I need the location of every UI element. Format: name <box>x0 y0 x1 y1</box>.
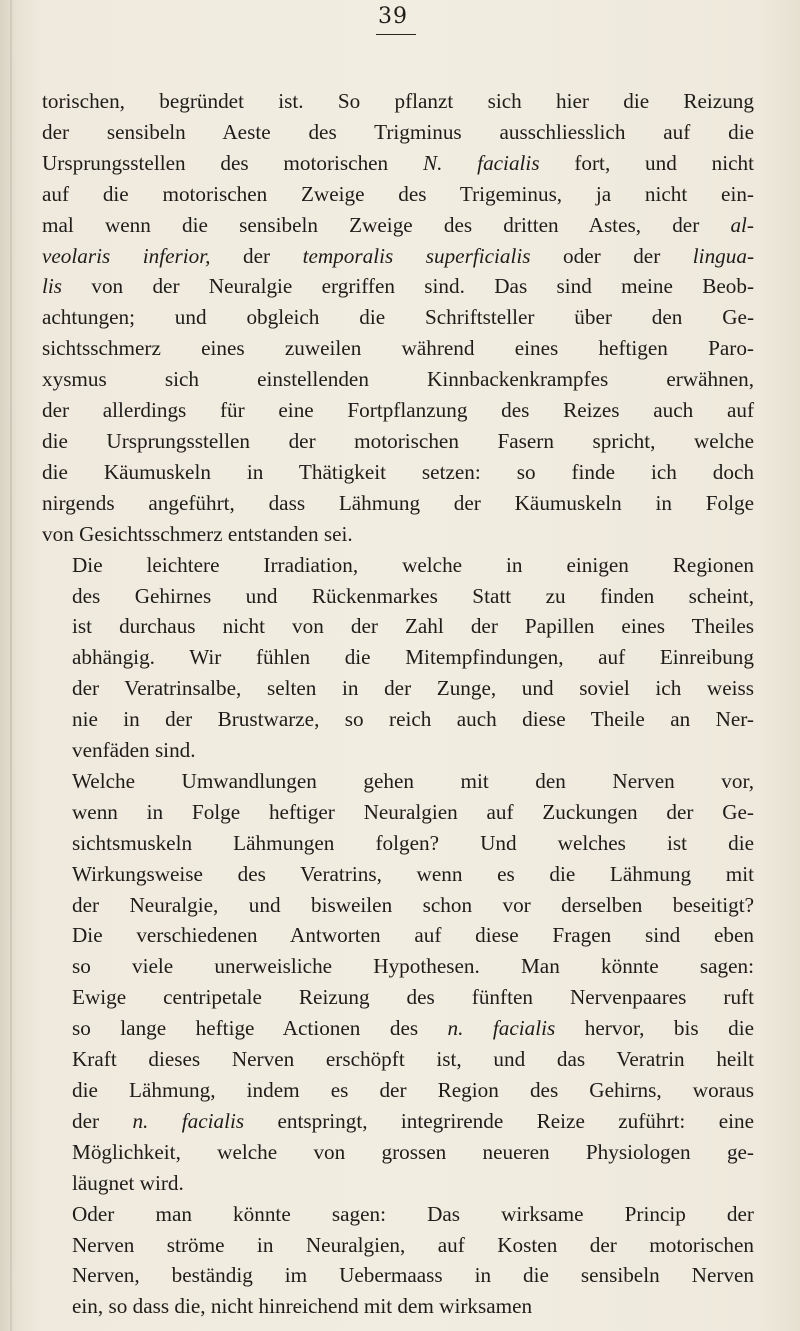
text-line <box>42 1230 754 1261</box>
text-line <box>42 1013 754 1044</box>
italic-term: N. facialis <box>422 150 540 175</box>
text-run: Welche Umwandlungen gehen mit den Nerven vor, <box>72 768 754 793</box>
text-line <box>42 395 754 426</box>
text-line <box>42 951 754 982</box>
text-run: der <box>210 243 303 268</box>
text-line <box>42 179 754 210</box>
text-line <box>42 1106 754 1137</box>
text-line <box>42 457 754 488</box>
text-run: der sensibeln Aeste des Trigminus ausschliesslich auf die <box>42 119 754 144</box>
text-run: von Gesichtsschmerz entstanden sei. <box>42 521 353 546</box>
text-line <box>42 859 754 890</box>
text-line <box>42 488 754 519</box>
text-line <box>42 364 754 395</box>
text-run: der Neuralgie, und bisweilen schon vor derselben beseitigt? <box>72 892 754 917</box>
text-line <box>42 1168 754 1199</box>
body-text <box>42 86 754 1322</box>
text-run: die Lähmung, indem es der Region des Gehirns, woraus <box>72 1078 754 1102</box>
text-line <box>42 210 754 241</box>
text-run: Nerven, beständig im Uebermaass in die sensibeln Nerven <box>72 1263 754 1288</box>
text-line <box>42 890 754 921</box>
text-run: mal wenn die sensibeln Zweige des dritten Astes, der <box>42 212 731 237</box>
italic-term: lis <box>42 274 63 299</box>
paragraph <box>42 86 754 550</box>
text-run: ein, so dass die, nicht hinreichend mit dem wirksamen <box>72 1294 533 1319</box>
text-line <box>42 241 754 272</box>
text-run: Oder man könnte sagen: Das wirksame Princip der <box>72 1201 754 1226</box>
text-line <box>42 982 754 1013</box>
paragraph <box>42 1199 754 1323</box>
text-run: xysmus sich einstellenden Kinnbackenkrampfes erwähnen, <box>42 367 754 392</box>
text-run: des Gehirnes und Rückenmarkes Statt zu finden scheint, <box>72 583 754 608</box>
text-line <box>42 426 754 457</box>
text-run: auf die motorischen Zweige des Trigeminus, ja nicht ein- <box>42 181 754 206</box>
text-run: Ewige centripetale Reizung des fünften Nervenpaares ruft <box>72 985 754 1010</box>
text-line <box>42 735 754 766</box>
text-run: Nerven ströme in Neuralgien, auf Kosten der motorischen <box>72 1232 754 1257</box>
text-line <box>42 86 754 117</box>
text-run: sichtsschmerz eines zuweilen während eines heftigen Paro- <box>42 336 754 361</box>
text-line <box>42 1075 754 1106</box>
text-run: entspringt, integrirende Reize zuführt: eine <box>244 1108 754 1133</box>
italic-term: veolaris inferior, <box>42 243 211 268</box>
text-run: oder der <box>530 243 693 268</box>
text-line <box>42 1291 754 1322</box>
page-number: 39 <box>378 4 408 29</box>
italic-term: n. facialis <box>447 1016 556 1041</box>
text-run: der Veratrinsalbe, selten in der Zunge, und soviel ich weiss <box>72 676 754 701</box>
text-line <box>42 611 754 642</box>
text-run: so viele unerweisliche Hypothesen. Man könnte sagen: <box>72 954 754 979</box>
text-run: Wirkungsweise des Veratrins, wenn es die Lähmung mit <box>72 861 754 886</box>
text-run: die Ursprungsstellen der motorischen Fasern spricht, welche <box>42 428 754 453</box>
text-line <box>42 1199 754 1230</box>
text-line <box>42 1260 754 1291</box>
text-run: hervor, bis die <box>555 1016 754 1041</box>
text-run: ist durchaus nicht von der Zahl der Papillen eines Theiles <box>72 614 754 639</box>
text-run: torischen, begründet ist. So pflanzt sich hier die Reizung <box>42 89 754 113</box>
text-line <box>42 550 754 581</box>
text-line <box>42 828 754 859</box>
text-run: sichtsmuskeln Lähmungen folgen? Und welches ist die <box>72 830 754 855</box>
paragraph <box>42 550 754 766</box>
text-line <box>42 117 754 148</box>
text-run: wenn in Folge heftiger Neuralgien auf Zuckungen der Ge- <box>72 799 754 824</box>
italic-term: al- <box>730 212 754 237</box>
text-line <box>42 797 754 828</box>
text-run: nie in der Brustwarze, so reich auch diese Theile an Ner- <box>72 707 754 732</box>
text-run: abhängig. Wir fühlen die Mitempfindungen, auf Einreibung <box>72 645 754 670</box>
italic-term: n. facialis <box>132 1108 245 1133</box>
text-line <box>42 519 754 550</box>
text-run: der allerdings für eine Fortpflanzung des Reizes auch auf <box>42 398 754 423</box>
text-run: venfäden sind. <box>72 738 196 763</box>
text-line <box>42 302 754 333</box>
text-run: fort, und nicht <box>539 150 754 175</box>
text-run: läugnet wird. <box>72 1170 184 1195</box>
text-run: nirgends angeführt, dass Lähmung der Käumuskeln in Folge <box>42 490 754 515</box>
paragraph <box>42 766 754 1199</box>
text-run: Die leichtere Irradiation, welche in einigen Regionen <box>72 552 754 577</box>
italic-term: temporalis superficialis <box>302 243 531 268</box>
page-number-rule <box>376 34 416 35</box>
text-line <box>42 704 754 735</box>
text-run: von der Neuralgie ergriffen sind. Das sind meine Beob- <box>62 274 754 299</box>
text-run: Kraft dieses Nerven erschöpft ist, und das Veratrin heilt <box>72 1047 754 1072</box>
text-line <box>42 642 754 673</box>
text-line <box>42 148 754 179</box>
text-run: achtungen; und obgleich die Schriftsteller über den Ge- <box>42 305 754 330</box>
text-line <box>42 1137 754 1168</box>
text-run: der <box>72 1108 133 1133</box>
text-run: Ursprungsstellen des motorischen <box>42 150 423 175</box>
italic-term: lingua- <box>692 243 755 268</box>
text-line <box>42 673 754 704</box>
text-line <box>42 333 754 364</box>
text-line <box>42 1044 754 1075</box>
text-run: die Käumuskeln in Thätigkeit setzen: so finde ich doch <box>42 459 754 484</box>
text-run: so lange heftige Actionen des <box>72 1016 448 1041</box>
binding-gutter <box>10 0 12 1331</box>
text-run: Die verschiedenen Antworten auf diese Fragen sind eben <box>72 923 754 948</box>
text-line <box>42 581 754 612</box>
text-line <box>42 271 754 302</box>
text-line <box>42 766 754 797</box>
text-line <box>42 920 754 951</box>
text-run: Möglichkeit, welche von grossen neueren Physiologen ge- <box>72 1139 754 1164</box>
